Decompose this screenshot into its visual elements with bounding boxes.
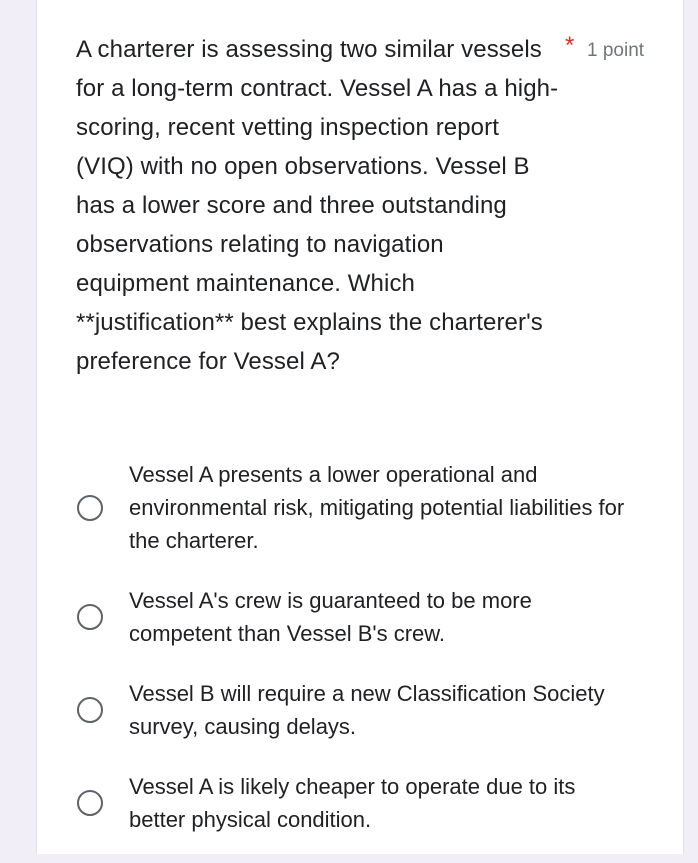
- radio-button[interactable]: [77, 604, 103, 630]
- radio-button[interactable]: [77, 697, 103, 723]
- option-label: Vessel A is likely cheaper to operate due to its better physical condition.: [129, 774, 576, 832]
- required-indicator: *: [565, 32, 575, 59]
- option-label: Vessel A's crew is guaranteed to be more competent than Vessel B's crew.: [129, 588, 532, 646]
- option-4[interactable]: [76, 770, 636, 836]
- answer-options: [76, 458, 636, 863]
- option-label: Vessel B will require a new Classification Society survey, causing delays.: [129, 681, 605, 739]
- option-2[interactable]: [76, 584, 636, 650]
- option-1[interactable]: [76, 458, 636, 557]
- radio-button[interactable]: [77, 495, 103, 521]
- question-title: A charterer is assessing two similar vessels for a long-term contract. Vessel A has a high-scoring, recent vetting inspection report (VIQ) with no open observations. Vessel B has a lower score and three outstanding observations relating to navigation equipment maintenance. Which **justification** best explains the charterer's preference for Vessel A?: [76, 36, 559, 375]
- option-3[interactable]: [76, 677, 636, 743]
- radio-button[interactable]: [77, 790, 103, 816]
- question-card: [36, 0, 684, 854]
- option-label: Vessel A presents a lower operational and environmental risk, mitigating potential liabilities for the charterer.: [129, 462, 625, 553]
- question-header: [76, 30, 648, 381]
- points-label: 1 point: [587, 40, 645, 61]
